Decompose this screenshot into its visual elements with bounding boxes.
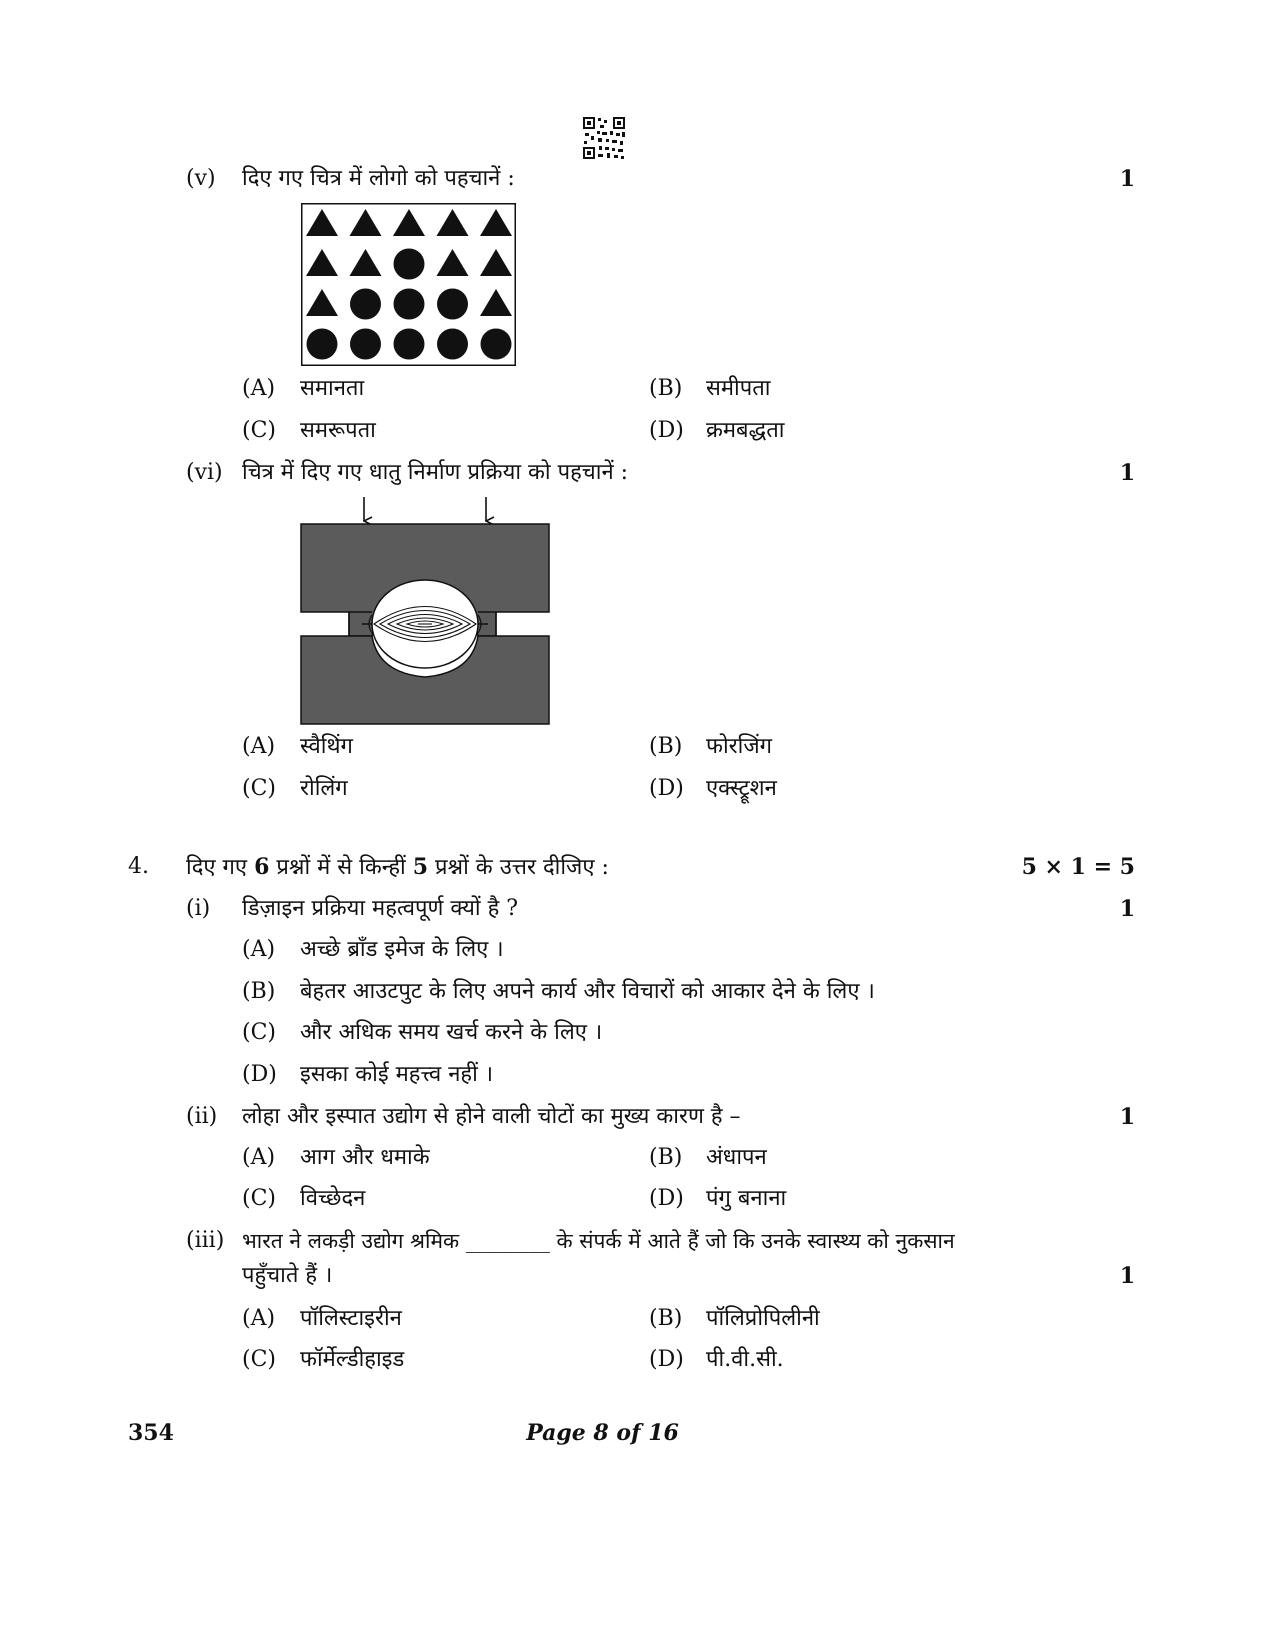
option-text-4-ii-d: पंगु बनाना bbox=[706, 1186, 787, 1211]
option-letter-vi-d: (D) bbox=[649, 776, 684, 801]
option-text-v-c: समरूपता bbox=[300, 418, 376, 443]
question-number-4-ii: (ii) bbox=[186, 1104, 218, 1129]
option-text-4-i-b: बेहतर आउटपुट के लिए अपने कार्य और विचारों को आकार देने के लिए । bbox=[300, 979, 875, 1004]
logo-circle-r3-c3 bbox=[437, 329, 468, 360]
question-number-v: (v) bbox=[186, 166, 216, 191]
option-letter-v-b: (B) bbox=[649, 376, 683, 401]
option-letter-4-i-b: (B) bbox=[242, 979, 276, 1004]
logo-figure bbox=[301, 203, 516, 366]
option-text-4-iii-a: पॉलिस्टाइरीन bbox=[300, 1306, 402, 1331]
option-letter-4-iii-a: (A) bbox=[242, 1306, 276, 1331]
logo-circle-r3-c2 bbox=[394, 329, 425, 360]
option-letter-4-ii-c: (C) bbox=[242, 1186, 276, 1211]
question-number-vi: (vi) bbox=[186, 460, 223, 485]
option-text-4-iii-c: फॉर्मेल्डीहाइड bbox=[300, 1347, 405, 1372]
question-text-4-part-c: प्रश्नों में से किन्हीं bbox=[269, 855, 413, 880]
option-text-4-i-c: और अधिक समय खर्च करने के लिए । bbox=[300, 1020, 603, 1045]
paper-code: 354 bbox=[128, 1420, 174, 1446]
option-text-v-b: समीपता bbox=[706, 376, 771, 401]
option-letter-4-iii-d: (D) bbox=[649, 1347, 684, 1372]
logo-circle-r2-c1 bbox=[350, 289, 381, 320]
option-letter-4-ii-a: (A) bbox=[242, 1145, 276, 1170]
question-text-4-part-e: प्रश्नों के उत्तर दीजिए : bbox=[428, 855, 609, 880]
option-letter-4-i-c: (C) bbox=[242, 1020, 276, 1045]
logo-grid-graphic bbox=[301, 203, 516, 366]
forging-diagram bbox=[300, 495, 552, 727]
logo-circle-r3-c0 bbox=[307, 329, 338, 360]
marks-4-ii: 1 bbox=[1119, 1104, 1135, 1130]
option-text-4-iii-d: पी.वी.सी. bbox=[706, 1347, 784, 1372]
logo-circle-r2-c2 bbox=[394, 289, 425, 320]
option-letter-4-iii-c: (C) bbox=[242, 1347, 276, 1372]
option-text-4-iii-b: पॉलिप्रोपिलीनी bbox=[706, 1306, 820, 1331]
logo-circle-r3-c4 bbox=[481, 329, 512, 360]
option-letter-v-a: (A) bbox=[242, 376, 276, 401]
question-number-4: 4. bbox=[128, 854, 149, 879]
qr-code bbox=[582, 116, 626, 160]
question-text-4-iii-line1: भारत ने लकड़ी उद्योग श्रमिक ________ के संपर्क में आते हैं जो कि उनके स्वास्थ्य को नुकसान bbox=[242, 1229, 955, 1253]
question-text-4-part-a: दिए गए bbox=[186, 855, 255, 880]
option-letter-4-ii-b: (B) bbox=[649, 1145, 683, 1170]
option-text-4-i-a: अच्छे ब्रॉंड इमेज के लिए । bbox=[300, 937, 504, 962]
option-text-v-a: समानता bbox=[300, 376, 365, 401]
option-letter-vi-b: (B) bbox=[649, 734, 683, 759]
option-text-vi-a: स्वैथिंग bbox=[300, 734, 353, 759]
logo-circle-r1-c2 bbox=[394, 249, 425, 280]
option-letter-vi-c: (C) bbox=[242, 776, 276, 801]
qr-code-graphic bbox=[582, 116, 626, 160]
question-number-4-i: (i) bbox=[186, 896, 211, 921]
option-text-4-ii-c: विच्छेदन bbox=[300, 1186, 366, 1211]
option-letter-4-ii-d: (D) bbox=[649, 1186, 684, 1211]
option-text-vi-b: फोरजिंग bbox=[706, 734, 773, 759]
logo-circle-r2-c3 bbox=[437, 289, 468, 320]
option-letter-vi-a: (A) bbox=[242, 734, 276, 759]
question-text-4-part-b: 6 bbox=[254, 854, 270, 880]
marks-v: 1 bbox=[1119, 166, 1135, 192]
option-text-vi-c: रोलिंग bbox=[300, 776, 348, 801]
question-text-v: दिए गए चित्र में लोगो को पहचानें : bbox=[242, 166, 515, 191]
logo-circle-r3-c1 bbox=[350, 329, 381, 360]
question-text-4-iii-line2: पहुँचाते हैं । bbox=[242, 1263, 333, 1288]
metal-forming-graphic bbox=[300, 495, 552, 727]
page-number: Page 8 of 16 bbox=[526, 1420, 679, 1446]
option-text-v-d: क्रमबद्धता bbox=[706, 418, 785, 443]
option-letter-4-iii-b: (B) bbox=[649, 1306, 683, 1331]
question-text-4-part-d: 5 bbox=[412, 854, 429, 880]
question-text-4-i: डिज़ाइन प्रक्रिया महत्वपूर्ण क्यों है ? bbox=[242, 896, 519, 921]
option-text-4-i-d: इसका कोई महत्त्व नहीं । bbox=[300, 1062, 494, 1087]
option-letter-4-i-d: (D) bbox=[242, 1062, 277, 1087]
question-text-4-ii: लोहा और इस्पात उद्योग से होने वाली चोटों का मुख्य कारण है – bbox=[242, 1104, 741, 1129]
question-text-vi: चित्र में दिए गए धातु निर्माण प्रक्रिया को पहचानें : bbox=[242, 460, 629, 485]
option-letter-v-d: (D) bbox=[649, 418, 684, 443]
option-letter-v-c: (C) bbox=[242, 418, 276, 443]
question-text-4 bbox=[186, 852, 609, 883]
marks-4-iii: 1 bbox=[1119, 1263, 1135, 1289]
option-text-4-ii-b: अंधापन bbox=[706, 1145, 767, 1170]
option-text-vi-d: एक्स्ट्रूशन bbox=[706, 776, 777, 801]
question-number-4-iii: (iii) bbox=[186, 1228, 225, 1253]
option-text-4-ii-a: आग और धमाके bbox=[300, 1145, 430, 1170]
marks-4-i: 1 bbox=[1119, 896, 1135, 922]
marks-vi: 1 bbox=[1119, 460, 1135, 486]
option-letter-4-i-a: (A) bbox=[242, 937, 276, 962]
marks-4: 5 × 1 = 5 bbox=[1021, 854, 1135, 880]
